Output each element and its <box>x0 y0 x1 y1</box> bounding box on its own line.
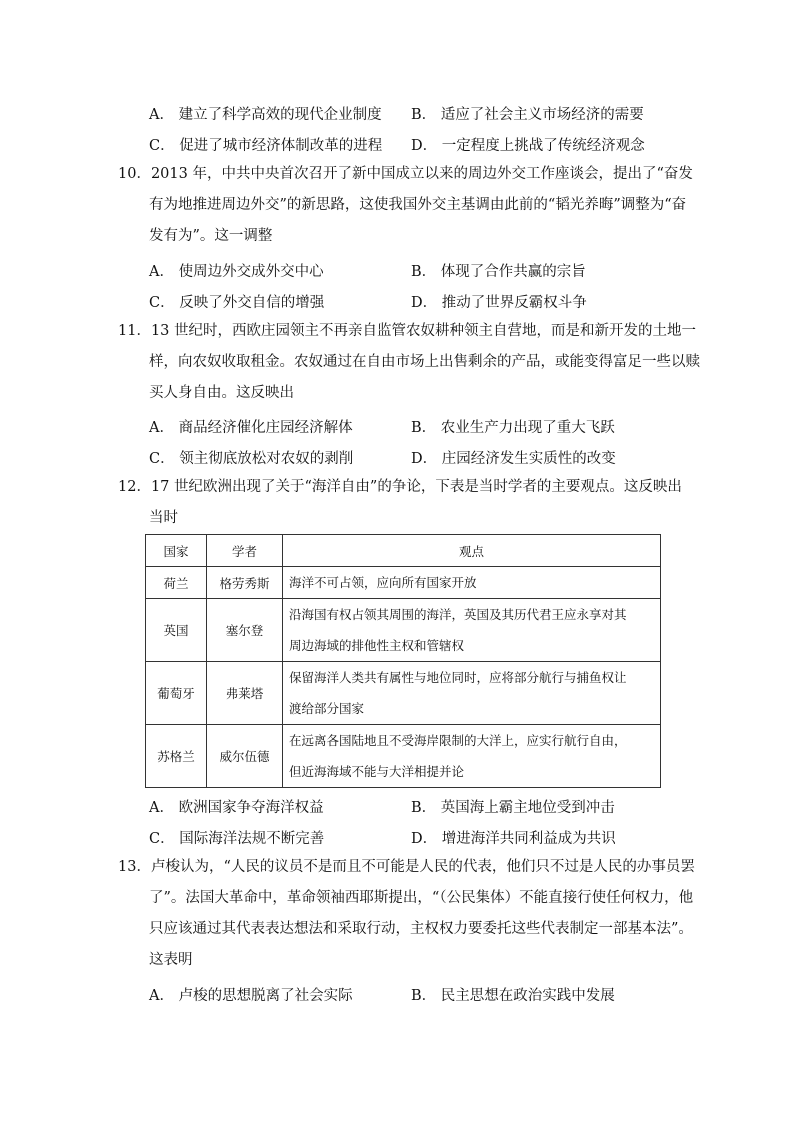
scholar-cell: 威尔伍德 <box>207 725 283 788</box>
q12-options-row-1 <box>149 796 709 818</box>
table-row <box>146 662 661 725</box>
q13-options-row-1 <box>149 984 709 1006</box>
q13-option-a[interactable]: A． 卢梭的思想脱离了社会实际 <box>149 988 353 1004</box>
q10-option-d[interactable]: D． 推动了世界反霸权斗争 <box>411 295 587 311</box>
q9-options-row-1 <box>149 103 709 125</box>
q11-option-b[interactable]: B． 农业生产力出现了重大飞跃 <box>411 420 615 436</box>
q9-option-d[interactable]: D． 一定程度上挑战了传统经济观念 <box>411 138 645 154</box>
country-cell: 苏格兰 <box>146 725 207 788</box>
q10-option-b[interactable]: B． 体现了合作共赢的宗旨 <box>411 264 586 280</box>
q12-option-c[interactable]: C． 国际海洋法规不断完善 <box>149 831 325 847</box>
q12-line-1: 12．17 世纪欧洲出现了关于“海洋自由”的争论，下表是当时学者的主要观点。这反映出 <box>118 479 682 495</box>
q12-option-b[interactable]: B． 英国海上霸主地位受到冲击 <box>411 800 615 816</box>
q10-options-row-2 <box>149 291 709 313</box>
view-cell <box>283 725 661 788</box>
q10-stem <box>118 159 693 252</box>
q13-line-1: 13．卢梭认为，“人民的议员不是而且不可能是人民的代表，他们只不过是人民的办事员罢 <box>118 859 695 875</box>
q9-options-row-2 <box>149 134 709 156</box>
view-cell <box>283 567 661 599</box>
q13-line-3: 只应该通过其代表表达想法和采取行动，主权权力要委托这些代表制定一部基本法”。 <box>149 921 693 937</box>
q12-line-2: 当时 <box>149 510 178 526</box>
table-row <box>146 599 661 662</box>
q11-options-row-2 <box>149 447 709 469</box>
view-line: 渡给部分国家 <box>289 701 365 716</box>
q11-option-a[interactable]: A． 商品经济催化庄园经济解体 <box>149 420 353 436</box>
q10-line-2: 有为地推进周边外交”的新思路，这使我国外交主基调由此前的“韬光养晦”调整为“奋 <box>149 197 687 213</box>
q13-line-2: 了”。法国大革命中，革命领袖西耶斯提出，“（公民集体）不能直接行使任何权力，他 <box>149 890 694 906</box>
q13-line-4: 这表明 <box>149 952 193 968</box>
q11-line-3: 买人身自由。这反映出 <box>149 385 294 401</box>
q9-option-c[interactable]: C． 促进了城市经济体制改革的进程 <box>149 138 383 154</box>
q11-stem <box>118 316 700 409</box>
q11-option-d[interactable]: D． 庄园经济发生实质性的改变 <box>411 451 616 467</box>
country-cell: 荷兰 <box>146 567 207 599</box>
q10-line-3: 发有为”。这一调整 <box>149 228 273 244</box>
q12-table <box>145 534 661 788</box>
q11-option-c[interactable]: C． 领主彻底放松对农奴的剥削 <box>149 451 354 467</box>
view-line: 在远离各国陆地且不受海岸限制的大洋上，应实行航行自由， <box>289 733 627 748</box>
q13-stem <box>118 852 695 976</box>
q12-options-row-2 <box>149 827 709 849</box>
table-header-row <box>146 535 661 567</box>
header-view: 观点 <box>283 535 661 567</box>
country-cell: 葡萄牙 <box>146 662 207 725</box>
scholar-cell: 塞尔登 <box>207 599 283 662</box>
q9-option-a[interactable]: A． 建立了科学高效的现代企业制度 <box>149 107 382 123</box>
q10-options-row-1 <box>149 260 709 282</box>
q10-line-1: 10．2013 年，中共中央首次召开了新中国成立以来的周边外交工作座谈会，提出了“奋发 <box>118 166 693 182</box>
q13-option-b[interactable]: B． 民主思想在政治实践中发展 <box>411 988 615 1004</box>
q11-line-1: 11．13 世纪时，西欧庄园领主不再亲自监管农奴耕种领主自营地，而是和新开发的土地一 <box>118 323 697 339</box>
country-cell: 英国 <box>146 599 207 662</box>
q12-option-a[interactable]: A． 欧洲国家争夺海洋权益 <box>149 800 324 816</box>
q10-option-a[interactable]: A． 使周边外交成外交中心 <box>149 264 324 280</box>
view-line: 周边海域的排他性主权和管辖权 <box>289 638 465 653</box>
q12-stem <box>118 472 684 534</box>
q10-option-c[interactable]: C． 反映了外交自信的增强 <box>149 295 325 311</box>
view-line: 沿海国有权占领其周围的海洋，英国及其历代君王应永享对其 <box>289 607 627 622</box>
header-country: 国家 <box>146 535 207 567</box>
header-scholar: 学者 <box>207 535 283 567</box>
scholar-cell: 弗莱塔 <box>207 662 283 725</box>
scholar-cell: 格劳秀斯 <box>207 567 283 599</box>
q12-option-d[interactable]: D． 增进海洋共同利益成为共识 <box>411 831 616 847</box>
q11-line-2: 样，向农奴收取租金。农奴通过在自由市场上出售剩余的产品，或能变得富足一些以赎 <box>149 354 700 370</box>
table-row <box>146 567 661 599</box>
view-line: 但近海海域不能与大洋相提并论 <box>289 764 465 779</box>
view-cell <box>283 599 661 662</box>
view-cell <box>283 662 661 725</box>
q9-option-b[interactable]: B． 适应了社会主义市场经济的需要 <box>411 107 644 123</box>
q11-options-row-1 <box>149 416 709 438</box>
table-row <box>146 725 661 788</box>
view-line: 海洋不可占领，应向所有国家开放 <box>289 575 477 590</box>
view-line: 保留海洋人类共有属性与地位同时，应将部分航行与捕鱼权让 <box>289 670 627 685</box>
